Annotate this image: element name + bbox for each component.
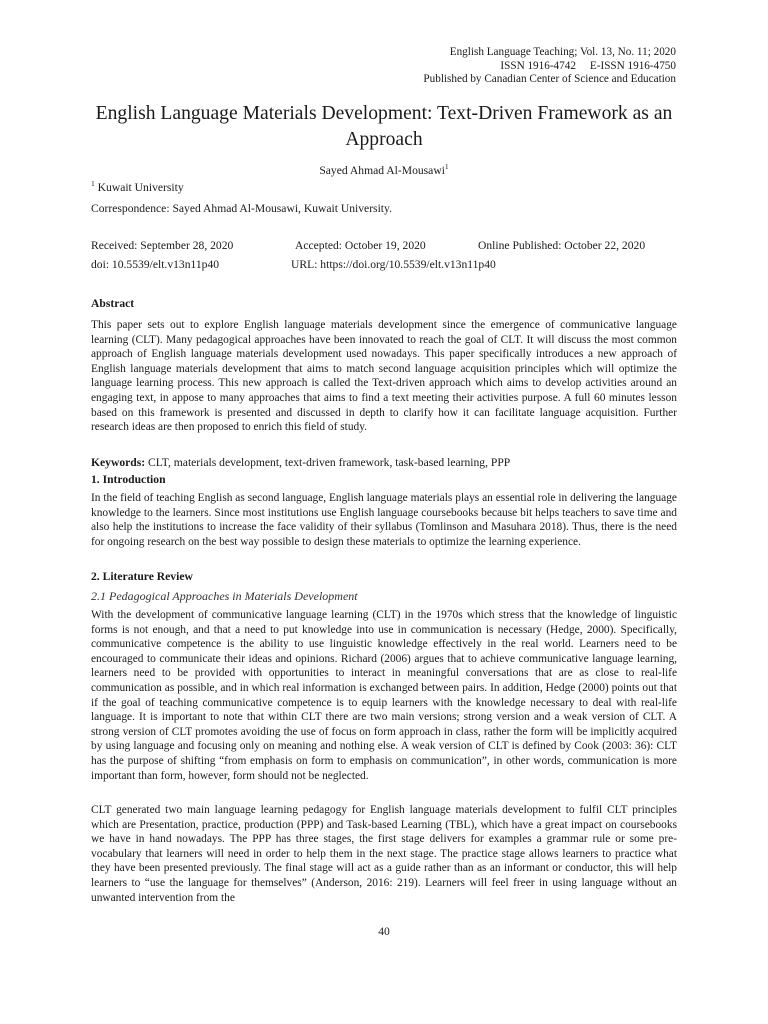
- affiliation-superscript: 1: [91, 179, 95, 189]
- affiliation: [91, 181, 184, 194]
- journal-info: English Language Teaching; Vol. 13, No. 11; 2020: [449, 46, 676, 58]
- received-date: Received: September 28, 2020: [91, 239, 234, 252]
- issn-info: ISSN 1916-4742 E-ISSN 1916-4750: [500, 59, 676, 72]
- literature-paragraph-2: CLT generated two main language learning pedagogy for English language materials development to fulfil CLT principles which are Presentation, practice, production (PPP) and Task-based Learning (TBL), which have a great impact on coursebooks we have in hand nowadays. The PPP has three stages, the first stage delivers for examples a grammar rule or some pre-vocabulary that learners will need in order to help them in the next stage. The practice stage allows learners to practice what they have been presented previously. The final stage will act as a guide rather than as an informant or conductor, this will help learners to “use the language for themselves” (Anderson, 2016: 219). Learners will feel freer in using language without an unwanted intervention from the: [91, 804, 677, 904]
- keywords-line: [91, 456, 510, 469]
- published-date: Online Published: October 22, 2020: [478, 239, 646, 252]
- author-name: Sayed Ahmad Al-Mousawi: [319, 164, 445, 177]
- literature-subheading: 2.1 Pedagogical Approaches in Materials Development: [91, 589, 358, 603]
- literature-heading: 2. Literature Review: [91, 570, 193, 583]
- accepted-date: Accepted: October 19, 2020: [295, 239, 426, 252]
- url-link[interactable]: URL: https://doi.org/10.5539/elt.v13n11p40: [291, 258, 496, 271]
- affiliation-text: Kuwait University: [94, 181, 184, 194]
- paper-title: English Language Materials Development: Text-Driven Framework as an Approach: [95, 103, 673, 150]
- literature-paragraph-1: With the development of communicative language learning (CLT) in the 1970s which stress that the knowledge of linguistic forms is not enough, and that a need to put knowledge into use in communication is necessary (Hedge, 2000). Specifically, communicative competence is the ability to use linguistic knowledge effectively in the real world. Learners need to be encouraged to communicate their ideas and opinions. Richard (2006) argues that to achieve communicative language learning, learners need to be provided with opportunities to interact in meaningful conversations that are as close to real-life communication as possible, and in which real information is exchanged between pairs. In addition, Hedge (2000) points out that if the goal of teaching communicative competence is to equip learners with the knowledge necessary to deal with real-life language. It is important to note that within CLT there are two main versions; strong version and a weak version of CLT. A strong version of CLT promotes avoiding the use of focus on form approach in class, rather the form will be implicitly acquired by using language and focusing only on meaning and nothing else. A weak version of CLT is defined by Cook (2003: 36): CLT has the purpose of shifting “from emphasis on form to emphasis on communication”, in other words, communication is more important than form, however, form should not be neglected.: [91, 609, 677, 782]
- journal-header: [423, 46, 676, 87]
- abstract-text: This paper sets out to explore English language materials development since the emergence of communicative language learning (CLT). Many pedagogical approaches have been innovated to reach the goal of CLT. It will discuss the most common approach of English language materials development used nowadays. This paper specifically introduces a new approach of English language materials development that aims to match second language acquisition principles which will optimize the language learning process. This new approach is called the Text-driven approach which aims to develop activities around an engaging text, in appose to many approaches that aims to find a text meeting their activities purpose. A full 60 minutes lesson based on this framework is presented and discussed in depth to clarify how it can facilitate language acquisition. Further research ideas are then proposed to enrich this field of study.: [91, 319, 677, 434]
- author-line: [0, 164, 768, 177]
- page-number: 40: [378, 925, 390, 938]
- correspondence: Correspondence: Sayed Ahmad Al-Mousawi, Kuwait University.: [91, 202, 392, 215]
- keywords-label: Keywords:: [91, 456, 146, 469]
- introduction-heading: 1. Introduction: [91, 473, 166, 486]
- author-superscript: 1: [444, 162, 449, 172]
- introduction-text: In the field of teaching English as second language, English language materials plays an essential role in delivering the language knowledge to the learners. Since most institutions use English language coursebooks because bit helps teachers to save time and also help the institutions to increase the face validity of their syllabus (Tomlinson and Masuhara 2018). Thus, there is the need for ongoing research on the best way possible to design these materials to optimize the learning experience.: [91, 492, 677, 548]
- doi-link[interactable]: doi: 10.5539/elt.v13n11p40: [91, 258, 220, 271]
- abstract-heading: Abstract: [91, 297, 135, 310]
- publisher-info: Published by Canadian Center of Science and Education: [423, 73, 676, 85]
- keywords-text: CLT, materials development, text-driven framework, task-based learning, PPP: [145, 456, 511, 469]
